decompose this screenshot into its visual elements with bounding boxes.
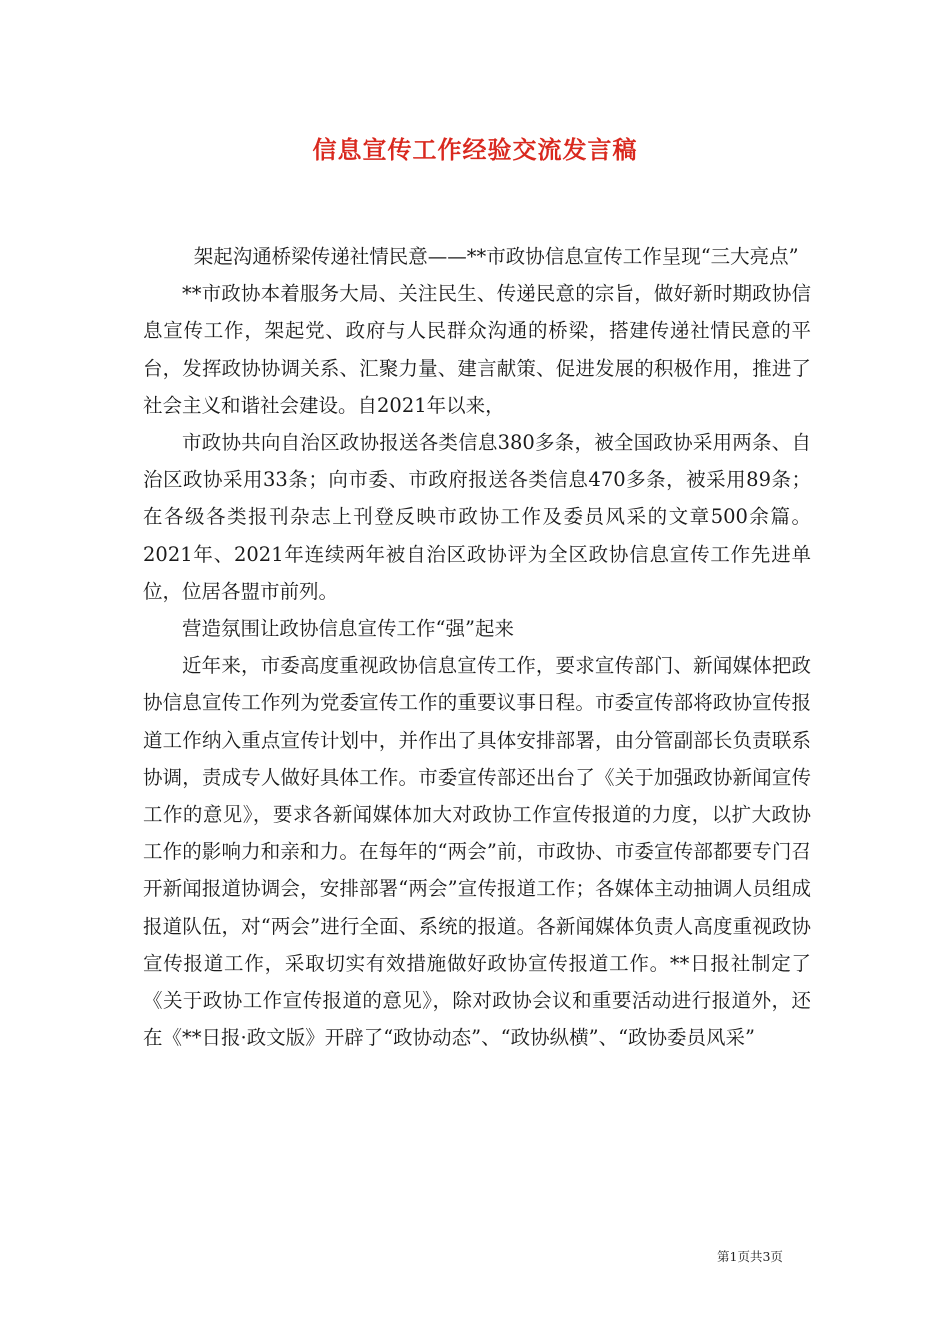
- section-heading: 营造氛围让政协信息宣传工作“强”起来: [182, 617, 514, 641]
- paragraph-statistics: 市政协共向自治区政协报送各类信息380多条，被全国政协采用两条、自治区政协采用33条；向市委、市政府报送各类信息470多条，被采用89条；在各级各类报刊杂志上刊登反映市政协工作及委员风采的文章500余篇。2021年、2021年连续两年被自治区政协评为全区政协信息宣传工作先进单位，位居各盟市前列。: [143, 431, 811, 603]
- document-title: 信息宣传工作经验交流发言稿: [312, 135, 638, 164]
- article-subtitle: 架起沟通桥梁传递社情民意——**市政协信息宣传工作呈现“三大亮点”: [193, 245, 799, 268]
- page-number: 第1页共3页: [717, 1249, 783, 1264]
- paragraph-intro: **市政协本着服务大局、关注民生、传递民意的宗旨，做好新时期政协信息宣传工作，架起党、政府与人民群众沟通的桥梁，搭建传递社情民意的平台，发挥政协协调关系、汇聚力量、建言献策、促进发展的积极作用，推进了社会主义和谐社会建设。自2021年以来，: [143, 282, 811, 417]
- document-body: [143, 238, 811, 1056]
- paragraph-section-body: 近年来，市委高度重视政协信息宣传工作，要求宣传部门、新闻媒体把政协信息宣传工作列为党委宣传工作的重要议事日程。市委宣传部将政协宣传报道工作纳入重点宣传计划中，并作出了具体安排部署，由分管副部长负责联系协调，责成专人做好具体工作。市委宣传部还出台了《关于加强政协新闻宣传工作的意见》，要求各新闻媒体加大对政协工作宣传报道的力度，以扩大政协工作的影响力和亲和力。在每年的“两会”前，市政协、市委宣传部都要专门召开新闻报道协调会，安排部署“两会”宣传报道工作；各媒体主动抽调人员组成报道队伍，对“两会”进行全面、系统的报道。各新闻媒体负责人高度重视政协宣传报道工作，采取切实有效措施做好政协宣传报道工作。**日报社制定了《关于政协工作宣传报道的意见》，除对政协会议和重要活动进行报道外，还在《**日报·政文版》开辟了“政协动态”、“政协纵横”、“政协委员风采”: [143, 654, 811, 1050]
